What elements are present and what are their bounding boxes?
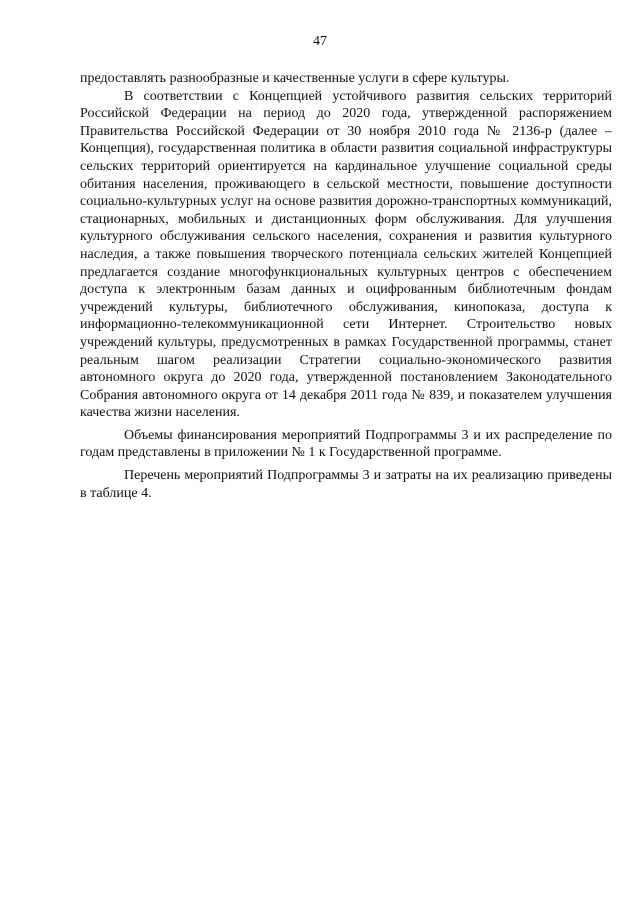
- paragraph-activities-list: Перечень мероприятий Подпрограммы 3 и затраты на их реализацию приведены в таблице 4.: [80, 468, 612, 501]
- paragraph-financing: Объемы финансирования мероприятий Подпрограммы 3 и их распределение по годам представлены в приложении № 1 к Государственной программе.: [80, 427, 612, 461]
- document-body: [80, 70, 612, 502]
- paragraph-continuation: предоставлять разнообразные и качественные услуги в сфере культуры.: [80, 71, 510, 86]
- page-number: 47: [313, 34, 327, 49]
- paragraph-concept: В соответствии с Концепцией устойчивого развития сельских территорий Российской Федерации на период до 2020 года, утвержденной распоряжением Правительства Российской Федерации от 30 ноября 2010 года № 2136-р (далее – Концепция), государственная политика в области развития социальной инфраструктуры сельских территорий ориентируется на кардинальное улучшение социальной среды обитания населения, проживающего в сельской местности, повышение доступности социально-культурных услуг на основе развития дорожно-транспортных коммуникаций, стационарных, мобильных и дистанционных форм обслуживания. Для улучшения культурного обслуживания сельского населения, сохранения и развития культурного наследия, а также повышения творческого потенциала сельских жителей Концепцией предлагается создание многофункциональных культурных центров с обеспечением доступа к электронным базам данных и оцифрованным библиотечным фондам учреждений культуры, библиотечного обслуживания, кинопоказа, доступа к информационно-телекоммуникационной сети Интернет. Строительство новых учреждений культуры, предусмотренных в рамках Государственной программы, станет реальным шагом реализации Стратегии социально-экономического развития автономного округа до 2020 года, утвержденной постановлением Законодательного Собрания автономного округа от 14 декабря 2011 года № 839, и показателем улучшения качества жизни населения.: [80, 88, 612, 421]
